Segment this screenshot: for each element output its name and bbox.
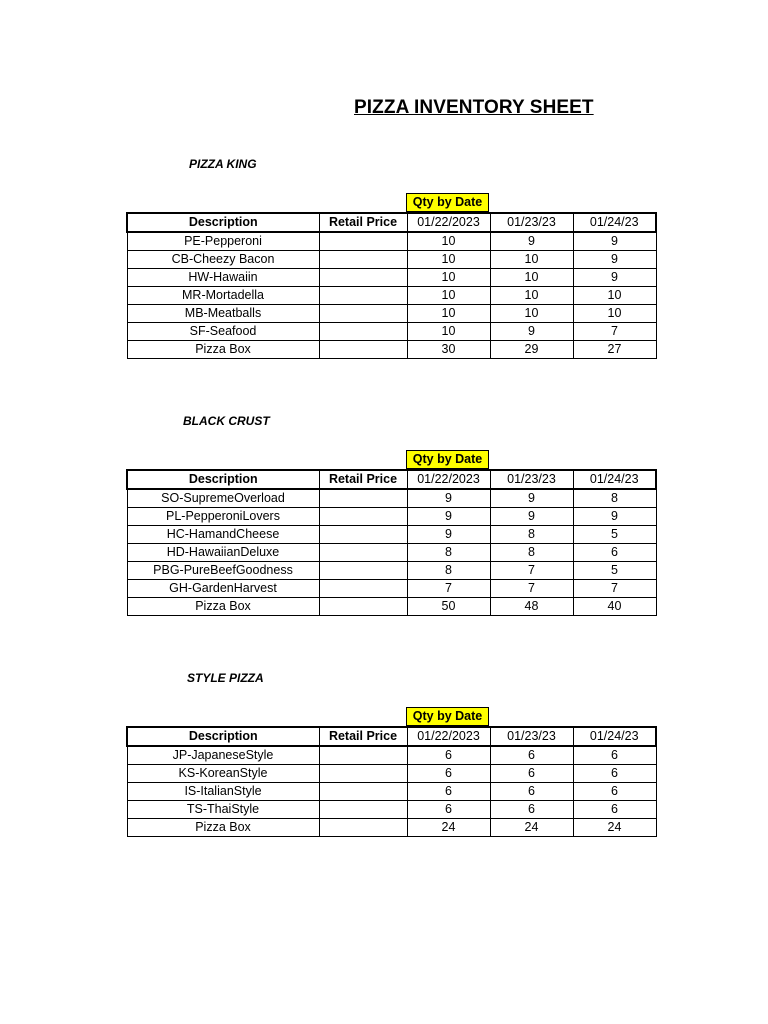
table-row <box>127 232 656 251</box>
retail-price-cell <box>319 819 407 837</box>
table-row <box>127 598 656 616</box>
qty-cell: 10 <box>490 251 573 269</box>
table-row <box>127 746 656 765</box>
retail-price-cell <box>319 544 407 562</box>
qty-cell: 6 <box>573 746 656 765</box>
description-cell: HW-Hawaiin <box>127 269 319 287</box>
qty-cell: 9 <box>490 508 573 526</box>
table-row <box>127 508 656 526</box>
qty-cell: 8 <box>407 562 490 580</box>
table-row <box>127 287 656 305</box>
table-row <box>127 323 656 341</box>
date-header: 01/23/23 <box>490 213 573 232</box>
qty-cell: 7 <box>490 562 573 580</box>
table-row <box>127 783 656 801</box>
date-header: 01/22/2023 <box>407 213 490 232</box>
qty-cell: 8 <box>407 544 490 562</box>
qty-cell: 8 <box>573 489 656 508</box>
qty-cell: 6 <box>407 801 490 819</box>
description-cell: PE-Pepperoni <box>127 232 319 251</box>
description-header: Description <box>127 470 319 489</box>
qty-cell: 6 <box>573 801 656 819</box>
date-header: 01/24/23 <box>573 727 656 746</box>
retail-price-cell <box>319 580 407 598</box>
table-row <box>127 801 656 819</box>
qty-cell: 24 <box>490 819 573 837</box>
inventory-table <box>126 726 657 837</box>
retail-price-cell <box>319 765 407 783</box>
qty-cell: 9 <box>407 489 490 508</box>
date-header: 01/24/23 <box>573 470 656 489</box>
description-header: Description <box>127 727 319 746</box>
qty-cell: 9 <box>490 232 573 251</box>
date-header: 01/22/2023 <box>407 727 490 746</box>
description-cell: SO-SupremeOverload <box>127 489 319 508</box>
qty-cell: 8 <box>490 526 573 544</box>
qty-cell: 6 <box>490 801 573 819</box>
description-cell: PL-PepperoniLovers <box>127 508 319 526</box>
qty-cell: 10 <box>407 323 490 341</box>
qty-cell: 9 <box>407 526 490 544</box>
qty-cell: 9 <box>573 232 656 251</box>
table-row <box>127 305 656 323</box>
retail-price-cell <box>319 251 407 269</box>
qty-cell: 6 <box>407 783 490 801</box>
description-cell: HD-HawaiianDeluxe <box>127 544 319 562</box>
description-cell: GH-GardenHarvest <box>127 580 319 598</box>
qty-cell: 8 <box>490 544 573 562</box>
description-cell: SF-Seafood <box>127 323 319 341</box>
retail-price-cell <box>319 526 407 544</box>
table-header-row <box>127 213 656 232</box>
description-cell: Pizza Box <box>127 819 319 837</box>
page-title: PIZZA INVENTORY SHEET <box>354 97 594 118</box>
description-cell: HC-HamandCheese <box>127 526 319 544</box>
qty-cell: 10 <box>407 251 490 269</box>
description-cell: TS-ThaiStyle <box>127 801 319 819</box>
qty-cell: 6 <box>573 783 656 801</box>
table-row <box>127 251 656 269</box>
qty-cell: 29 <box>490 341 573 359</box>
retail-price-header: Retail Price <box>319 727 407 746</box>
description-cell: MB-Meatballs <box>127 305 319 323</box>
qty-cell: 7 <box>407 580 490 598</box>
qty-cell: 10 <box>407 269 490 287</box>
qty-cell: 9 <box>573 269 656 287</box>
qty-cell: 40 <box>573 598 656 616</box>
qty-cell: 6 <box>407 746 490 765</box>
table-row <box>127 562 656 580</box>
qty-cell: 7 <box>573 323 656 341</box>
section-title: STYLE PIZZA <box>187 671 264 685</box>
section-title: BLACK CRUST <box>183 414 270 428</box>
retail-price-cell <box>319 323 407 341</box>
qty-cell: 24 <box>407 819 490 837</box>
qty-cell: 7 <box>490 580 573 598</box>
table-row <box>127 765 656 783</box>
qty-cell: 30 <box>407 341 490 359</box>
date-header: 01/23/23 <box>490 727 573 746</box>
qty-cell: 7 <box>573 580 656 598</box>
qty-cell: 10 <box>490 287 573 305</box>
qty-by-date-label: Qty by Date <box>406 707 489 726</box>
retail-price-cell <box>319 232 407 251</box>
qty-cell: 10 <box>490 305 573 323</box>
qty-cell: 6 <box>407 765 490 783</box>
qty-by-date-label: Qty by Date <box>406 450 489 469</box>
qty-cell: 27 <box>573 341 656 359</box>
retail-price-cell <box>319 508 407 526</box>
qty-cell: 5 <box>573 526 656 544</box>
qty-cell: 6 <box>490 783 573 801</box>
qty-cell: 6 <box>573 544 656 562</box>
table-row <box>127 526 656 544</box>
retail-price-cell <box>319 598 407 616</box>
qty-cell: 10 <box>573 287 656 305</box>
qty-cell: 24 <box>573 819 656 837</box>
retail-price-cell <box>319 746 407 765</box>
qty-cell: 9 <box>407 508 490 526</box>
qty-cell: 10 <box>490 269 573 287</box>
qty-cell: 48 <box>490 598 573 616</box>
qty-cell: 6 <box>573 765 656 783</box>
table-row <box>127 489 656 508</box>
table-header-row <box>127 470 656 489</box>
table-row <box>127 269 656 287</box>
qty-cell: 10 <box>407 232 490 251</box>
retail-price-header: Retail Price <box>319 470 407 489</box>
description-cell: KS-KoreanStyle <box>127 765 319 783</box>
description-cell: MR-Mortadella <box>127 287 319 305</box>
description-cell: Pizza Box <box>127 341 319 359</box>
qty-cell: 6 <box>490 765 573 783</box>
date-header: 01/24/23 <box>573 213 656 232</box>
inventory-table <box>126 469 657 616</box>
description-cell: IS-ItalianStyle <box>127 783 319 801</box>
qty-cell: 50 <box>407 598 490 616</box>
description-cell: CB-Cheezy Bacon <box>127 251 319 269</box>
date-header: 01/22/2023 <box>407 470 490 489</box>
retail-price-cell <box>319 562 407 580</box>
table-row <box>127 580 656 598</box>
qty-cell: 9 <box>490 323 573 341</box>
retail-price-cell <box>319 341 407 359</box>
date-header: 01/23/23 <box>490 470 573 489</box>
table-row <box>127 341 656 359</box>
inventory-table <box>126 212 657 359</box>
qty-cell: 9 <box>490 489 573 508</box>
qty-cell: 6 <box>490 746 573 765</box>
retail-price-cell <box>319 783 407 801</box>
retail-price-cell <box>319 269 407 287</box>
qty-by-date-label: Qty by Date <box>406 193 489 212</box>
retail-price-cell <box>319 489 407 508</box>
description-cell: PBG-PureBeefGoodness <box>127 562 319 580</box>
retail-price-cell <box>319 305 407 323</box>
qty-cell: 9 <box>573 251 656 269</box>
retail-price-cell <box>319 287 407 305</box>
qty-cell: 10 <box>573 305 656 323</box>
table-header-row <box>127 727 656 746</box>
qty-cell: 5 <box>573 562 656 580</box>
retail-price-header: Retail Price <box>319 213 407 232</box>
description-cell: JP-JapaneseStyle <box>127 746 319 765</box>
description-cell: Pizza Box <box>127 598 319 616</box>
description-header: Description <box>127 213 319 232</box>
table-row <box>127 819 656 837</box>
qty-cell: 10 <box>407 287 490 305</box>
table-row <box>127 544 656 562</box>
section-title: PIZZA KING <box>189 157 257 171</box>
qty-cell: 9 <box>573 508 656 526</box>
qty-cell: 10 <box>407 305 490 323</box>
retail-price-cell <box>319 801 407 819</box>
